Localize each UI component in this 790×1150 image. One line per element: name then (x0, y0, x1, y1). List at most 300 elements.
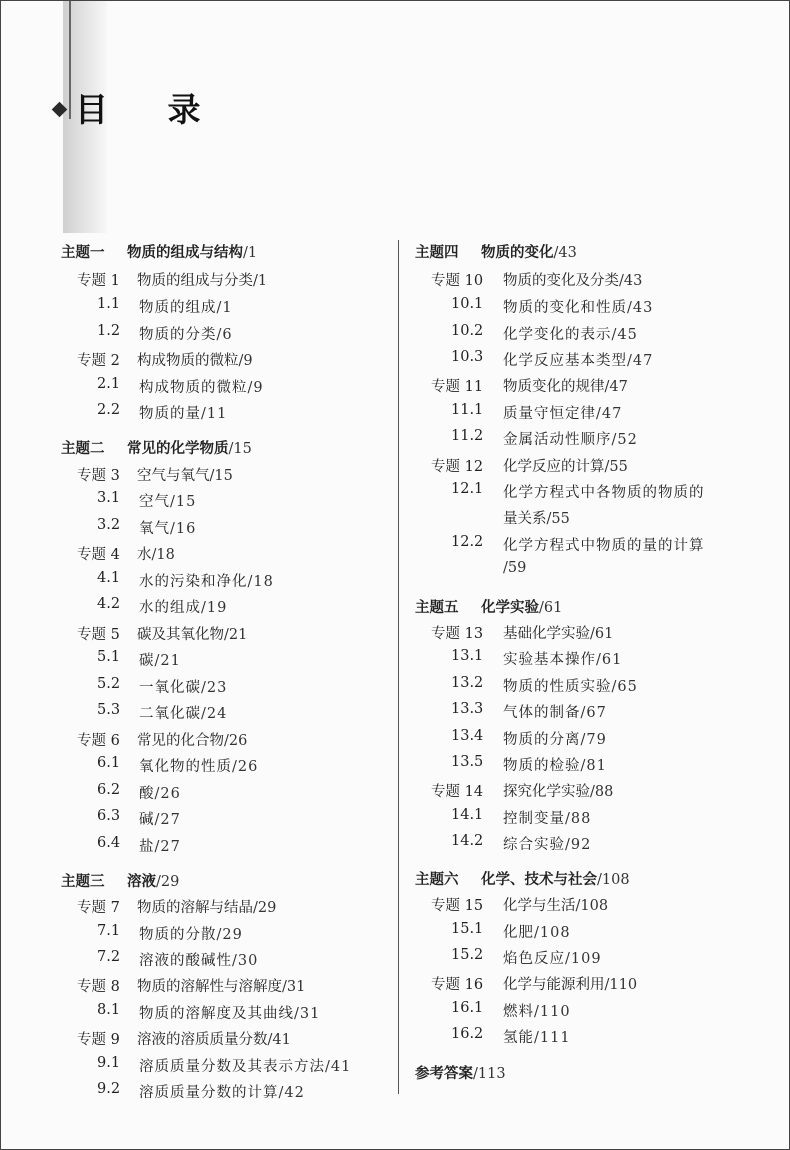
toc-title-text: 金属活动性顺序 (503, 432, 612, 448)
toc-number: 12.1 (451, 481, 484, 497)
toc-title-text: 空气与氧气 (137, 468, 210, 484)
toc-title (503, 728, 607, 749)
toc-title (481, 596, 562, 617)
page-number: /29 (253, 900, 277, 916)
toc-entry-sub (415, 481, 775, 501)
toc-title-text: 氢能 (503, 1030, 534, 1046)
page-number: /19 (201, 600, 228, 616)
toc-entry-sub (61, 323, 391, 343)
toc-title-text: 二氧化碳 (139, 706, 201, 722)
toc-title (137, 269, 267, 290)
toc-number: 专题 16 (431, 977, 484, 993)
toc-title (137, 349, 253, 370)
toc-title (503, 973, 637, 994)
toc-entry-sub (415, 349, 775, 369)
toc-number: 主题三 (61, 874, 105, 890)
toc-entry-theme (415, 241, 775, 261)
toc-title (503, 675, 638, 696)
toc-title-text: 物质的分类 (139, 327, 217, 343)
toc-title-text: 化学与生活 (503, 898, 576, 914)
toc-title-text: 溶液 (127, 874, 156, 890)
toc-title (139, 402, 227, 423)
toc-title-text: 物质的分散 (139, 927, 217, 943)
toc-number: 参考答案/113 (415, 1066, 506, 1082)
toc-number: 专题 13 (431, 626, 484, 642)
page-number: /29 (156, 874, 180, 890)
page-number: /59 (503, 560, 527, 576)
toc-entry-sub (61, 376, 391, 396)
page-title: 目 录 (75, 90, 225, 129)
page-number: /24 (201, 706, 228, 722)
toc-title-text: 碳及其氧化物 (137, 627, 224, 643)
toc-title (503, 894, 608, 915)
toc-title-text: 常见的化学物质 (127, 441, 229, 457)
toc-number: 专题 8 (77, 979, 120, 995)
toc-entry-sub (61, 596, 391, 616)
toc-number: 15.2 (451, 947, 484, 963)
toc-title (503, 622, 613, 643)
toc-entry-topic (61, 896, 391, 916)
toc-title-text: 化学方程式中各物质的物质的 (503, 485, 705, 501)
toc-title-text: 基础化学实验 (503, 626, 590, 642)
page-number: /109 (565, 951, 602, 967)
toc-entry-topic (415, 780, 775, 800)
toc-title (139, 649, 181, 670)
toc-number: 11.2 (451, 428, 484, 444)
toc-entry-sub (415, 807, 775, 827)
page-number: /6 (216, 327, 233, 343)
toc-number: 10.1 (451, 296, 484, 312)
toc-entry-theme (415, 868, 775, 888)
toc-title-text: 构成物质的微粒 (139, 380, 248, 396)
toc-entry-sub (415, 402, 775, 422)
toc-title-text: 化学与能源利用 (503, 977, 605, 993)
toc-title (139, 755, 258, 776)
toc-title-text: 物质的分离 (503, 732, 581, 748)
toc-entry-cont (415, 507, 775, 527)
page-number: /21 (224, 627, 248, 643)
page-number: /21 (154, 653, 181, 669)
toc-entry-topic (61, 975, 391, 995)
toc-title (503, 455, 628, 476)
toc-entry-sub (61, 517, 391, 537)
toc-title (139, 676, 227, 697)
toc-entry-sub (61, 649, 391, 669)
toc-title (127, 437, 252, 458)
header-line-decoration (69, 1, 71, 119)
toc-title-text: 化学变化的表示 (503, 327, 612, 343)
toc-title-text: 物质的变化和性质 (503, 300, 627, 316)
toc-entry-sub (415, 754, 775, 774)
page-number: /47 (627, 353, 654, 369)
toc-title (137, 623, 247, 644)
page-number: /26 (232, 759, 259, 775)
toc-entry-topic (415, 269, 775, 289)
toc-title (137, 543, 175, 564)
page-number: /92 (565, 837, 592, 853)
page-number: /43 (553, 245, 577, 261)
toc-entry-sub (61, 923, 391, 943)
toc-title-text: 水 (137, 547, 152, 563)
toc-title (503, 947, 602, 968)
toc-title (503, 701, 607, 722)
toc-entry-theme (415, 1062, 775, 1082)
toc-number: 4.1 (97, 570, 121, 586)
toc-title-text: 水的组成 (139, 600, 201, 616)
toc-entry-sub (61, 1002, 391, 1022)
toc-number: 14.1 (451, 807, 484, 823)
toc-title-text: 常见的化合物 (137, 733, 224, 749)
toc-number: 7.2 (97, 949, 121, 965)
page-number: /55 (546, 511, 570, 527)
toc-number: 14.2 (451, 833, 484, 849)
toc-entry-topic (61, 269, 391, 289)
toc-number: 主题一 (61, 245, 105, 261)
toc-title (139, 490, 196, 511)
toc-number: 4.2 (97, 596, 121, 612)
toc-title (139, 517, 196, 538)
toc-title (137, 1028, 291, 1049)
toc-title (139, 949, 258, 970)
page-number: /79 (580, 732, 607, 748)
toc-title-text: 焰色反应 (503, 951, 565, 967)
toc-entry-sub (415, 675, 775, 695)
toc-title (139, 596, 227, 617)
toc-number: 5.3 (97, 702, 121, 718)
page-number: /31 (294, 1006, 321, 1022)
toc-entry-topic (61, 729, 391, 749)
toc-number: 10.2 (451, 323, 484, 339)
toc-title-text: 氧化物的性质 (139, 759, 232, 775)
toc-title (139, 1081, 305, 1102)
toc-entry-sub (415, 1000, 775, 1020)
toc-number: 专题 9 (77, 1032, 120, 1048)
toc-number: 专题 4 (77, 547, 120, 563)
toc-number: 9.2 (97, 1081, 121, 1097)
toc-title (139, 923, 243, 944)
toc-number: 5.1 (97, 649, 121, 665)
toc-number: 13.3 (451, 701, 484, 717)
page-number: /88 (565, 811, 592, 827)
toc-title (503, 534, 705, 555)
page-number: /108 (534, 925, 571, 941)
toc-entry-topic (415, 375, 775, 395)
toc-title-text: 实验基本操作 (503, 652, 596, 668)
toc-title-text: 化学反应基本类型 (503, 353, 627, 369)
toc-title (503, 269, 642, 290)
page-number: /18 (151, 547, 175, 563)
toc-title (137, 975, 305, 996)
page-number: /67 (580, 705, 607, 721)
toc-entry-sub (415, 701, 775, 721)
page-number: /41 (325, 1059, 352, 1075)
toc-entry-sub (61, 296, 391, 316)
toc-title-text: 量关系 (503, 511, 547, 527)
page-number: /88 (590, 784, 614, 800)
toc-title (503, 375, 628, 396)
page-number: /27 (154, 839, 181, 855)
page-number: /81 (580, 758, 607, 774)
toc-number: 7.1 (97, 923, 121, 939)
page-number: /47 (596, 406, 623, 422)
page-number: /43 (627, 300, 654, 316)
page-number: /27 (154, 812, 181, 828)
toc-number: 5.2 (97, 676, 121, 692)
toc-title-text: 控制变量 (503, 811, 565, 827)
page-number: /23 (201, 680, 228, 696)
toc-number: 主题五 (415, 600, 459, 616)
page-number: /1 (243, 245, 258, 261)
toc-entry-theme (415, 596, 775, 616)
toc-number: 13.2 (451, 675, 484, 691)
toc-number: 专题 2 (77, 353, 120, 369)
toc-entry-sub (415, 323, 775, 343)
toc-number: 6.4 (97, 835, 121, 851)
toc-number: 专题 15 (431, 898, 484, 914)
toc-number: 15.1 (451, 921, 484, 937)
toc-title (503, 507, 570, 528)
toc-entry-sub (61, 782, 391, 802)
page-number: /15 (228, 441, 252, 457)
page-number: /61 (596, 652, 623, 668)
page-number: /45 (611, 327, 638, 343)
page-number: /15 (209, 468, 233, 484)
toc-title-text: 化肥 (503, 925, 534, 941)
toc-number: 专题 12 (431, 459, 484, 475)
toc-title-text: 物质的变化及分类 (503, 273, 619, 289)
toc-title (139, 376, 264, 397)
toc-title-text: 碳 (139, 653, 155, 669)
page-number: /11 (201, 406, 228, 422)
toc-number: 6.1 (97, 755, 121, 771)
toc-entry-sub (61, 808, 391, 828)
toc-title-text: 溶液的溶质质量分数 (137, 1032, 268, 1048)
toc-title-text: 氧气 (139, 521, 170, 537)
toc-title-text: 溶质质量分数及其表示方法 (139, 1059, 325, 1075)
toc-title (503, 648, 622, 669)
page-number: /61 (539, 600, 563, 616)
toc-entry-sub (61, 402, 391, 422)
toc-entry-sub (415, 534, 775, 554)
toc-number: 13.4 (451, 728, 484, 744)
toc-number: 2.1 (97, 376, 121, 392)
page-number: /9 (238, 353, 253, 369)
toc-title (503, 754, 607, 775)
toc-number: 专题 11 (431, 379, 484, 395)
page-number: /110 (604, 977, 638, 993)
toc-entry-topic (415, 622, 775, 642)
toc-title-text: 物质的变化 (481, 245, 554, 261)
toc-title (503, 402, 622, 423)
toc-title (503, 296, 653, 317)
toc-number: 专题 10 (431, 273, 484, 289)
toc-number: 主题六 (415, 872, 459, 888)
page-number: /41 (267, 1032, 291, 1048)
toc-entry-topic (61, 623, 391, 643)
toc-title-text: 化学、技术与社会 (481, 872, 597, 888)
toc-number: 6.2 (97, 782, 121, 798)
page-number: /47 (604, 379, 628, 395)
toc-title-text: 燃料 (503, 1004, 534, 1020)
toc-number: 16.1 (451, 1000, 484, 1016)
toc-title-text: 探究化学实验 (503, 784, 590, 800)
toc-number: 专题 3 (77, 468, 120, 484)
toc-entry-topic (415, 973, 775, 993)
toc-title-text: 构成物质的微粒 (137, 353, 239, 369)
toc-number: 13.5 (451, 754, 484, 770)
toc-number: 11.1 (451, 402, 484, 418)
toc-title (139, 570, 274, 591)
page-number: /30 (232, 953, 259, 969)
toc-entry-topic (415, 894, 775, 914)
toc-title-text: 碱 (139, 812, 155, 828)
toc-title-text: 质量守恒定律 (503, 406, 596, 422)
page-number: /52 (611, 432, 638, 448)
toc-title (127, 241, 257, 262)
toc-entry-topic (61, 1028, 391, 1048)
toc-entry-sub (415, 947, 775, 967)
toc-number: 9.1 (97, 1055, 121, 1071)
toc-number: 13.1 (451, 648, 484, 664)
page-number: /26 (224, 733, 248, 749)
toc-title (503, 560, 526, 576)
page-number: /42 (278, 1085, 305, 1101)
toc-title-text: 物质的溶解与结晶 (137, 900, 253, 916)
toc-number: 主题四 (415, 245, 459, 261)
page-number: /110 (534, 1004, 571, 1020)
toc-title-text: 综合实验 (503, 837, 565, 853)
toc-entry-sub (61, 755, 391, 775)
page-number: /9 (247, 380, 264, 396)
toc-title-text: 物质的组成与分类 (137, 273, 253, 289)
toc-entry-sub (415, 728, 775, 748)
toc-entry-theme (61, 241, 391, 261)
toc-number: 专题 5 (77, 627, 120, 643)
toc-title (139, 323, 233, 344)
toc-title-text: 盐 (139, 839, 155, 855)
page-number: /108 (575, 898, 609, 914)
toc-entry-sub (61, 1081, 391, 1101)
toc-title (503, 921, 571, 942)
toc-entry-sub (415, 833, 775, 853)
page-number: /31 (282, 979, 306, 995)
toc-title (503, 349, 653, 370)
toc-title-text: 物质的溶解性与溶解度 (137, 979, 282, 995)
toc-title (139, 296, 233, 317)
toc-entry-sub (61, 835, 391, 855)
toc-title-text: 溶质质量分数的计算 (139, 1085, 279, 1101)
page-number: /113 (473, 1066, 506, 1082)
toc-entry-sub (61, 1055, 391, 1075)
toc-title (481, 241, 577, 262)
toc-number: 1.1 (97, 296, 121, 312)
toc-title (503, 1000, 571, 1021)
toc-title-text: 化学方程式中物质的量的计算 (503, 538, 705, 554)
toc-title (503, 807, 591, 828)
toc-entry-topic (415, 455, 775, 475)
toc-title (503, 481, 705, 502)
toc-title-text: 空气 (139, 494, 170, 510)
toc-title (503, 428, 638, 449)
toc-entry-topic (61, 464, 391, 484)
toc-title (481, 868, 630, 889)
toc-entry-sub (415, 921, 775, 941)
toc-entry-sub (61, 702, 391, 722)
toc-title-text: 物质的溶解度及其曲线 (139, 1006, 294, 1022)
toc-title (503, 323, 638, 344)
toc-title-text: 物质变化的规律 (503, 379, 605, 395)
toc-title-text: 物质的组成与结构 (127, 245, 243, 261)
toc-title-text: 物质的检验 (503, 758, 581, 774)
toc-title-text: 溶液的酸碱性 (139, 953, 232, 969)
toc-entry-sub (61, 676, 391, 696)
page-number: /61 (590, 626, 614, 642)
toc-title (127, 870, 179, 891)
toc-entry-sub (61, 490, 391, 510)
toc-number: 2.2 (97, 402, 121, 418)
toc-title (139, 782, 181, 803)
toc-number: 16.2 (451, 1026, 484, 1042)
toc-entry-sub (415, 648, 775, 668)
toc-entry-theme (61, 870, 391, 890)
toc-number: 3.1 (97, 490, 121, 506)
toc-title (139, 1055, 351, 1076)
toc-entry-topic (61, 349, 391, 369)
toc-entry-cont (415, 560, 775, 580)
toc-title (137, 464, 233, 485)
toc-title-text: 酸 (139, 786, 155, 802)
toc-title (139, 1002, 320, 1023)
toc-entry-sub (415, 296, 775, 316)
toc-title (503, 833, 591, 854)
page-number: /108 (597, 872, 630, 888)
toc-number: 12.2 (451, 534, 484, 550)
page-number: /15 (170, 494, 197, 510)
toc-number: 专题 1 (77, 273, 120, 289)
toc-title-text: 气体的制备 (503, 705, 581, 721)
toc-title-text: 物质的组成 (139, 300, 217, 316)
toc-number: 10.3 (451, 349, 484, 365)
toc-title (503, 1026, 571, 1047)
toc-number: 主题二 (61, 441, 105, 457)
page-number: /43 (619, 273, 643, 289)
toc-entry-topic (61, 543, 391, 563)
page-number: /55 (604, 459, 628, 475)
toc-title-text: 物质的性质实验 (503, 679, 612, 695)
toc-number: 3.2 (97, 517, 121, 533)
page-number: /111 (534, 1030, 571, 1046)
toc-number: 专题 6 (77, 733, 120, 749)
toc-title-text: 一氧化碳 (139, 680, 201, 696)
toc-title-text: 物质的量 (139, 406, 201, 422)
toc-entry-sub (61, 570, 391, 590)
toc-number: 8.1 (97, 1002, 121, 1018)
page-number: /65 (611, 679, 638, 695)
toc-entry-theme (61, 437, 391, 457)
column-divider (398, 240, 399, 1094)
toc-title-text: 化学反应的计算 (503, 459, 605, 475)
toc-title-text: 化学实验 (481, 600, 539, 616)
toc-number: 专题 7 (77, 900, 120, 916)
toc-number: 6.3 (97, 808, 121, 824)
page-number: /1 (216, 300, 233, 316)
toc-title-text: 水的污染和净化 (139, 574, 248, 590)
page-number: /1 (253, 273, 268, 289)
toc-entry-sub (415, 1026, 775, 1046)
page-number: /29 (216, 927, 243, 943)
toc-title (139, 835, 181, 856)
toc-number: 专题 14 (431, 784, 484, 800)
